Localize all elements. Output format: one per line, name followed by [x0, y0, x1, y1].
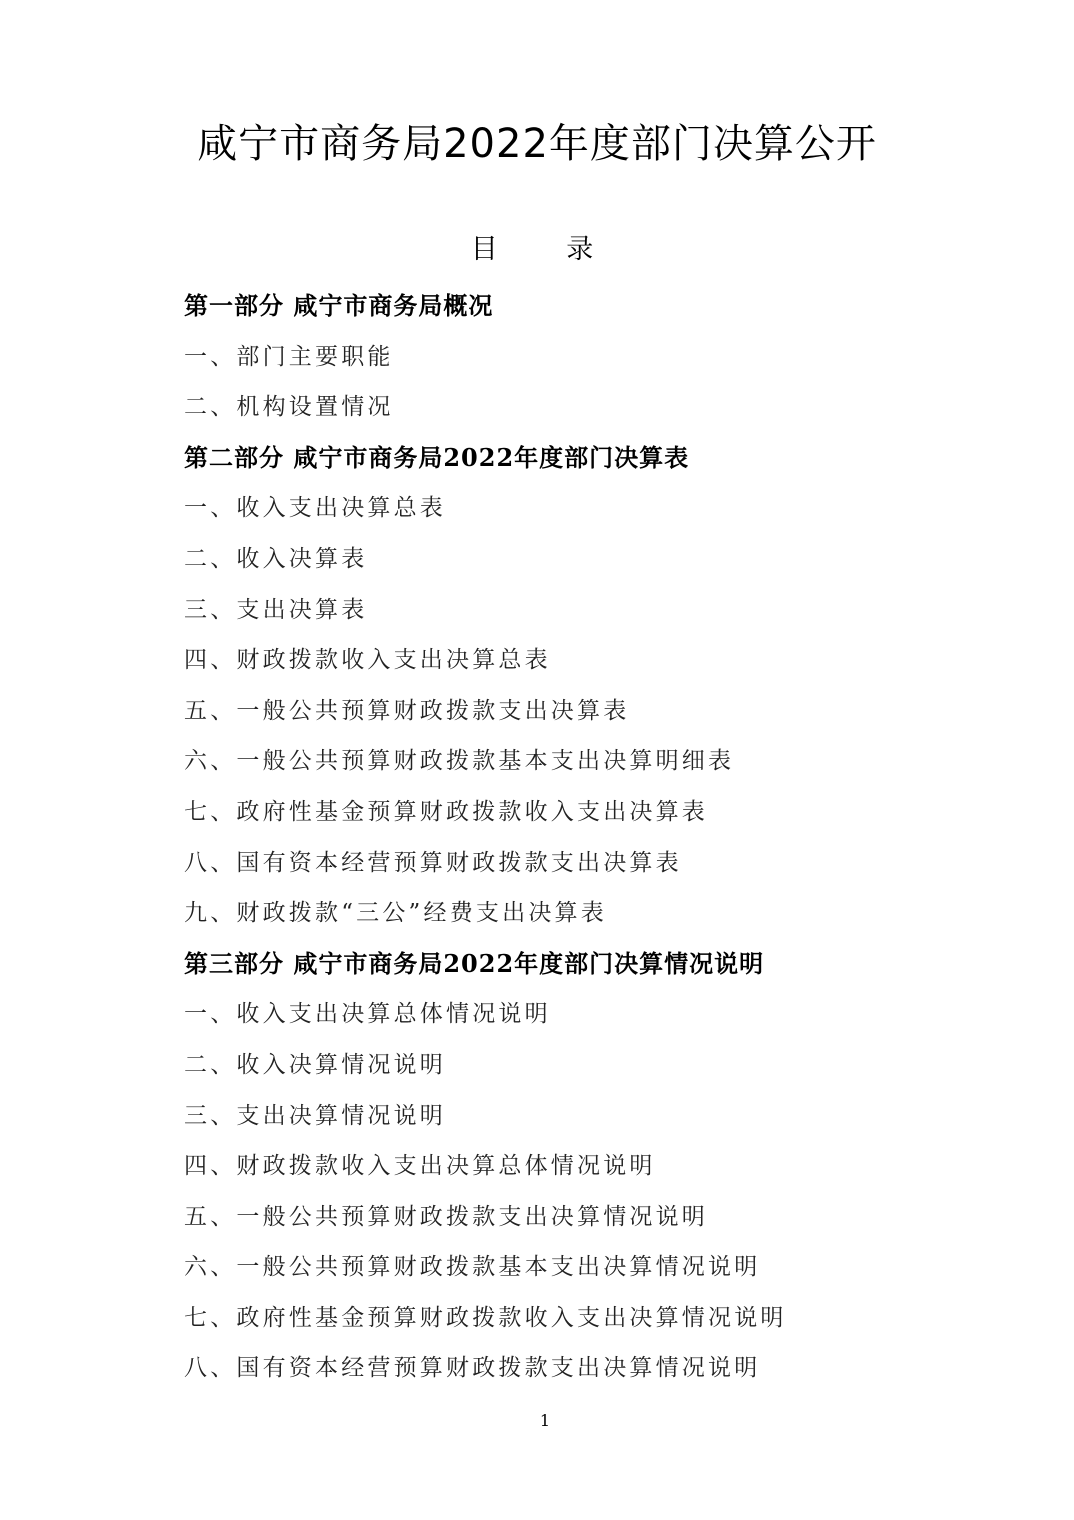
- toc-entry: 六、一般公共预算财政拨款基本支出决算情况说明: [184, 1254, 761, 1281]
- toc-part-1: 第一部分 咸宁市商务局概况: [184, 291, 494, 320]
- document-title: 咸宁市商务局2022年度部门决算公开: [197, 121, 877, 167]
- toc-entry: 一、部门主要职能: [184, 343, 394, 370]
- toc-entry: 四、财政拨款收入支出决算总表: [184, 647, 551, 674]
- toc-entry: 二、收入决算表: [184, 545, 368, 572]
- toc-entry: 二、机构设置情况: [184, 394, 394, 421]
- toc-part-2: 第二部分 咸宁市商务局2022年度部门决算表: [184, 442, 690, 472]
- toc-entry: 一、收入支出决算总表: [184, 495, 446, 522]
- toc-heading: 目 录: [470, 234, 624, 265]
- toc-entry: 三、支出决算表: [184, 596, 368, 623]
- toc-entry: 三、支出决算情况说明: [184, 1102, 446, 1129]
- toc-entry: 五、一般公共预算财政拨款支出决算表: [184, 697, 630, 724]
- toc-entry: 八、国有资本经营预算财政拨款支出决算情况说明: [184, 1355, 761, 1382]
- toc-entry: 七、政府性基金预算财政拨款收入支出决算情况说明: [184, 1304, 787, 1331]
- toc-entry: 二、收入决算情况说明: [184, 1051, 446, 1078]
- toc-entry: 九、财政拨款“三公”经费支出决算表: [184, 900, 607, 927]
- toc-entry: 八、国有资本经营预算财政拨款支出决算表: [184, 849, 682, 876]
- toc-entry: 七、政府性基金预算财政拨款收入支出决算表: [184, 798, 708, 825]
- toc-entry: 五、一般公共预算财政拨款支出决算情况说明: [184, 1203, 708, 1230]
- toc-entry: 一、收入支出决算总体情况说明: [184, 1001, 551, 1028]
- toc-part-3: 第三部分 咸宁市商务局2022年度部门决算情况说明: [184, 948, 765, 978]
- page-number: 1: [539, 1411, 551, 1430]
- toc-entry: 四、财政拨款收入支出决算总体情况说明: [184, 1153, 656, 1180]
- toc-entry: 六、一般公共预算财政拨款基本支出决算明细表: [184, 748, 735, 775]
- table-of-contents: [184, 281, 1044, 1394]
